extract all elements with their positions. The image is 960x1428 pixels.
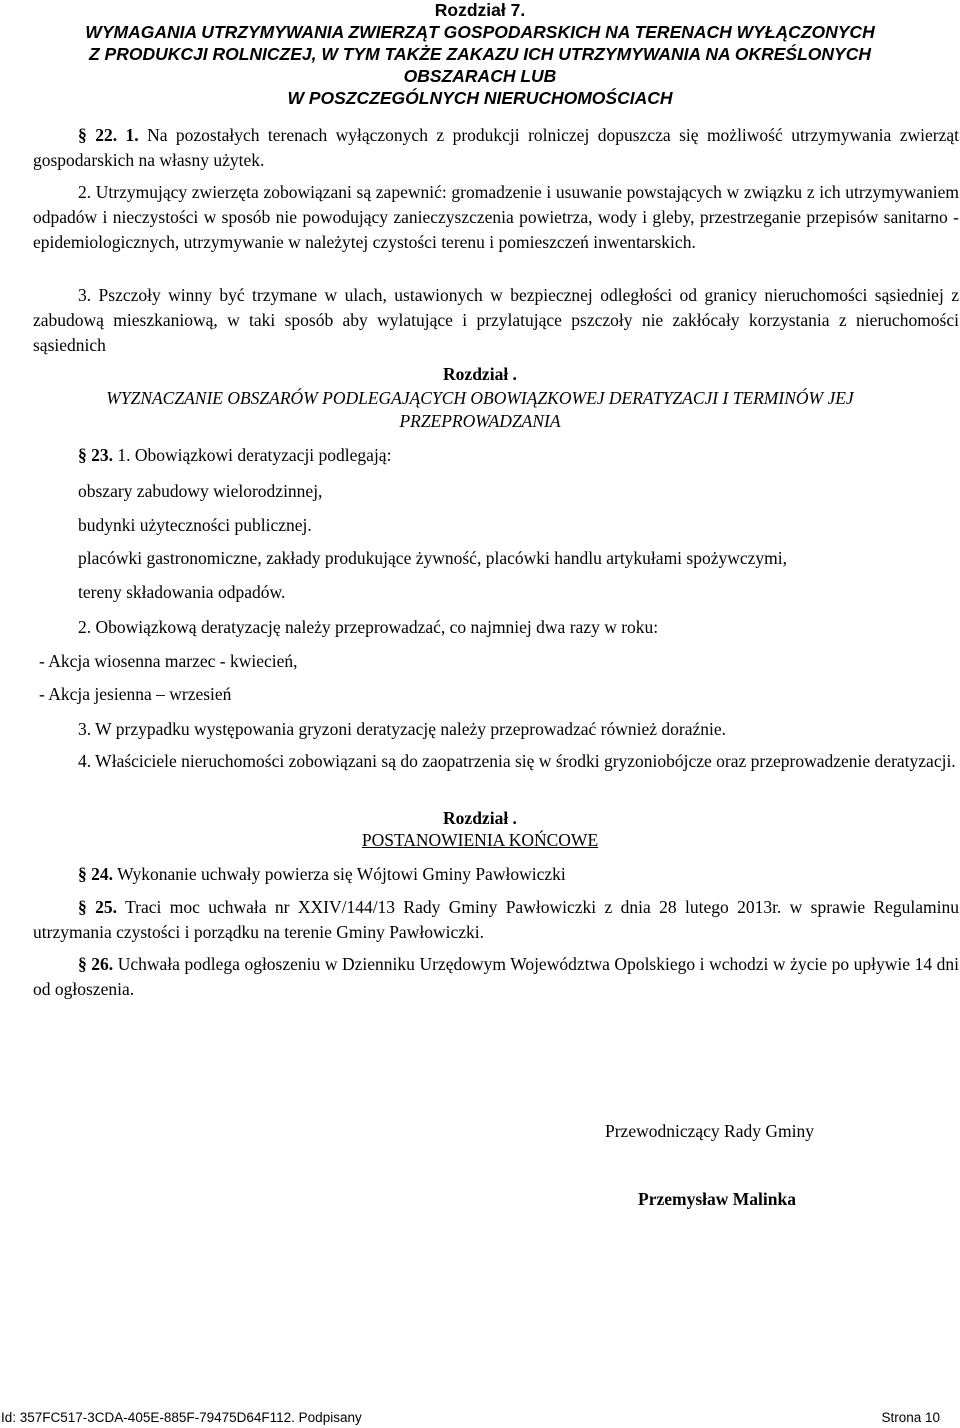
paragraph-22-2: 2. Utrzymujący zwierzęta zobowiązani są zapewnić: gromadzenie i usuwanie powstających w związku z ich utrzymywaniem odpadów i nieczystości w sposób nie powodujący zanieczyszczenia powietrza, wody i gleby, przestrzeganie przepisów sanitarno - epidemiologicznych, utrzymywanie w należytej czystości terenu i pomieszczeń inwentarskich. bbox=[33, 182, 959, 252]
paragraph-23-1 bbox=[78, 443, 391, 467]
chapter-7-title-line-4: W POSZCZEGÓLNYCH NIERUCHOMOŚCIACH bbox=[287, 88, 673, 108]
chapter-8-title-line-1: WYZNACZANIE OBSZARÓW PODLEGAJĄCYCH OBOWIĄZKOWEJ DERATYZACJI I TERMINÓW JEJ bbox=[106, 388, 854, 408]
section-25-marker: § 25. bbox=[78, 897, 117, 917]
section-23-marker: § 23. bbox=[78, 445, 113, 465]
signature-role: Przewodniczący Rady Gminy bbox=[605, 1121, 814, 1141]
paragraph-25 bbox=[33, 895, 959, 945]
page-number: Strona 10 bbox=[881, 1410, 940, 1425]
section-26-text: Uchwała podlega ogłoszeniu w Dzienniku Urzędowym Województwa Opolskiego i wchodzi w życie po upływie 14 dni od ogłoszenia. bbox=[33, 954, 959, 999]
chapter-7-title-line-1: WYMAGANIA UTRZYMYWANIA ZWIERZĄT GOSPODARSKICH NA TERENACH WYŁĄCZONYCH bbox=[85, 22, 875, 42]
paragraph-23-2: 2. Obowiązkową deratyzację należy przeprowadzać, co najmniej dwa razy w roku: bbox=[78, 617, 659, 637]
section-22-marker: § 22. 1. bbox=[78, 125, 139, 145]
area-item: budynki użyteczności publicznej. bbox=[78, 515, 312, 535]
action-item: - Akcja wiosenna marzec - kwiecień, bbox=[39, 651, 298, 671]
chapter-9-label: Rozdział . bbox=[443, 808, 517, 828]
section-25-text: Traci moc uchwała nr XXIV/144/13 Rady Gminy Pawłowiczki z dnia 28 lutego 2013r. w sprawie Regulaminu utrzymania czystości i porządku na terenie Gminy Pawłowiczki. bbox=[33, 897, 960, 942]
section-26-marker: § 26. bbox=[78, 954, 114, 974]
paragraph-22-1 bbox=[33, 123, 959, 173]
chapter-7-title-line-2: Z PRODUKCJI ROLNICZEJ, W TYM TAKŻE ZAKAZU ICH UTRZYMYWANIA NA OKREŚLONYCH bbox=[89, 44, 871, 64]
section-23-1-text: 1. Obowiązkowi deratyzacji podlegają: bbox=[117, 445, 392, 465]
paragraph-26 bbox=[33, 952, 959, 1002]
page-footer bbox=[0, 1408, 960, 1428]
area-item: obszary zabudowy wielorodzinnej, bbox=[78, 481, 323, 501]
chapter-8-label: Rozdział . bbox=[443, 364, 517, 384]
paragraph-24 bbox=[78, 862, 566, 886]
section-22-1-text: Na pozostałych terenach wyłączonych z produkcji rolniczej dopuszcza się możliwość utrzymywania zwierząt gospodarskich na własny użytek. bbox=[33, 125, 959, 170]
chapter-7-title-line-3: OBSZARACH LUB bbox=[403, 66, 557, 86]
area-item: tereny składowania odpadów. bbox=[78, 582, 286, 602]
section-24-text: Wykonanie uchwały powierza się Wójtowi Gminy Pawłowiczki bbox=[117, 864, 566, 884]
paragraph-23-4: 4. Właściciele nieruchomości zobowiązani są do zaopatrzenia się w środki gryzoniobójcze oraz przeprowadzenie deratyzacji. bbox=[78, 751, 956, 771]
paragraph-22-3: 3. Pszczoły winny być trzymane w ulach, ustawionych w bezpiecznej odległości od granicy nieruchomości sąsiedniej z zabudową mieszkaniową, w taki sposób aby wylatujące i przylatujące pszczoły nie zakłócały korzystania z nieruchomości sąsiednich bbox=[33, 285, 959, 355]
area-item: placówki gastronomiczne, zakłady produkujące żywność, placówki handlu artykułami spożywczymi, bbox=[78, 548, 788, 568]
action-item: - Akcja jesienna – wrzesień bbox=[39, 684, 232, 704]
chapter-8-title-line-2: PRZEPROWADZANIA bbox=[399, 411, 561, 431]
paragraph-23-3: 3. W przypadku występowania gryzoni deratyzację należy przeprowadzać również doraźnie. bbox=[78, 719, 727, 739]
chapter-9-title: POSTANOWIENIA KOŃCOWE bbox=[361, 830, 599, 850]
document-id: Id: 357FC517-3CDA-405E-885F-79475D64F112. Podpisany bbox=[1, 1410, 362, 1425]
chapter-7-label: Rozdział 7. bbox=[434, 0, 526, 20]
section-24-marker: § 24. bbox=[78, 864, 113, 884]
signature-name: Przemysław Malinka bbox=[638, 1189, 796, 1209]
